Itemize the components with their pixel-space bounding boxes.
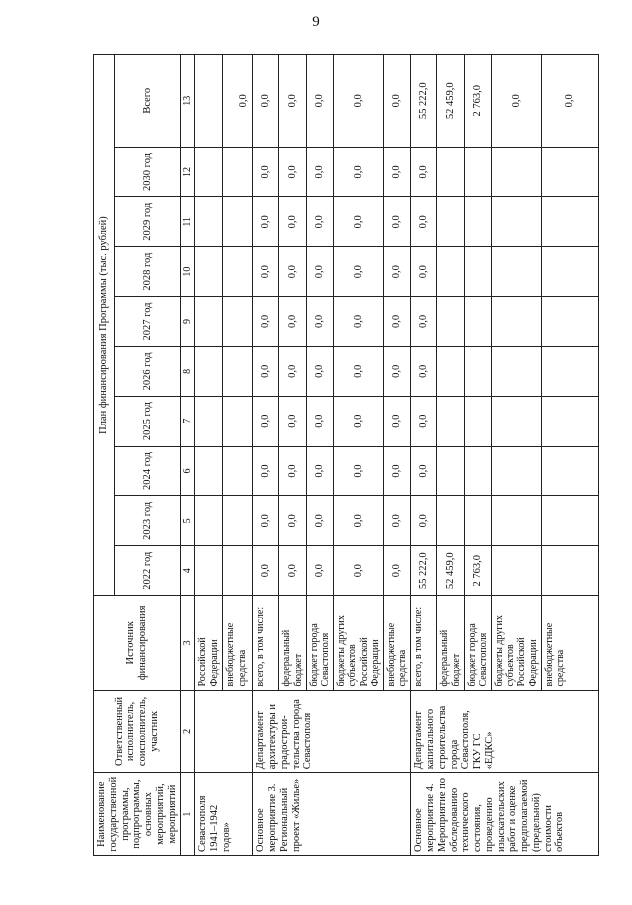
value-cell [195, 147, 223, 197]
value-cell [541, 297, 598, 347]
total-cell: 0,0 [383, 55, 410, 148]
value-cell [464, 346, 491, 396]
header-plan-title: План финансирования Программы (тыс. рублей) [94, 55, 115, 596]
column-number: 13 [181, 55, 195, 148]
value-cell [195, 446, 223, 496]
value-cell [464, 147, 491, 197]
value-cell: 0,0 [383, 147, 410, 197]
column-number: 8 [181, 346, 195, 396]
value-cell: 0,0 [253, 496, 279, 546]
value-cell [437, 297, 464, 347]
value-cell: 0,0 [306, 496, 333, 546]
value-cell [195, 346, 223, 396]
value-cell [195, 496, 223, 546]
value-cell [223, 396, 253, 446]
value-cell: 0,0 [383, 546, 410, 596]
value-cell: 2 763,0 [464, 546, 491, 596]
header-year: 2026 год [115, 346, 181, 396]
value-cell: 0,0 [383, 247, 410, 297]
column-number-row [181, 55, 195, 856]
value-cell [437, 247, 464, 297]
value-cell [464, 247, 491, 297]
value-cell: 0,0 [411, 197, 437, 247]
value-cell [541, 396, 598, 446]
value-cell [541, 496, 598, 546]
value-cell [437, 197, 464, 247]
value-cell: 0,0 [306, 346, 333, 396]
value-cell: 0,0 [334, 147, 384, 197]
value-cell: 0,0 [279, 197, 306, 247]
value-cell: 0,0 [383, 496, 410, 546]
value-cell: 0,0 [253, 247, 279, 297]
value-cell: 0,0 [411, 496, 437, 546]
value-cell [492, 496, 542, 546]
value-cell [223, 446, 253, 496]
program-executor: Департамент капитального строительства города Севастополя, ГКУ ГС «ЕДКС» [411, 690, 599, 773]
value-cell: 0,0 [383, 446, 410, 496]
value-cell: 0,0 [334, 346, 384, 396]
header-total: Всего [115, 55, 181, 148]
financing-source: бюджеты других субъектов Российской Федерации [492, 596, 542, 690]
value-cell: 0,0 [279, 247, 306, 297]
value-cell [464, 197, 491, 247]
financing-table-rotated [93, 54, 598, 856]
program-name: Севастополя 1941–1942 годов» [195, 773, 253, 856]
column-number: 1 [181, 773, 195, 856]
value-cell: 0,0 [253, 147, 279, 197]
header-year: 2029 год [115, 197, 181, 247]
value-cell [492, 546, 542, 596]
value-cell: 0,0 [279, 147, 306, 197]
value-cell [195, 546, 223, 596]
value-cell [437, 147, 464, 197]
value-cell: 0,0 [253, 396, 279, 446]
column-number: 7 [181, 396, 195, 446]
value-cell [437, 446, 464, 496]
financing-source: бюджет города Севастополя [306, 596, 333, 690]
value-cell: 0,0 [253, 546, 279, 596]
value-cell: 0,0 [411, 297, 437, 347]
header-year: 2024 год [115, 446, 181, 496]
value-cell: 0,0 [383, 197, 410, 247]
value-cell: 0,0 [279, 346, 306, 396]
value-cell [437, 346, 464, 396]
value-cell: 0,0 [383, 396, 410, 446]
program-executor [195, 690, 253, 773]
column-number: 9 [181, 297, 195, 347]
value-cell: 0,0 [411, 147, 437, 197]
financing-source: бюджеты других субъектов Российской Федерации [334, 596, 384, 690]
financing-source: бюджет города Севастополя [464, 596, 491, 690]
column-number: 2 [181, 690, 195, 773]
value-cell [541, 247, 598, 297]
value-cell: 0,0 [279, 496, 306, 546]
header-year: 2023 год [115, 496, 181, 546]
value-cell [223, 496, 253, 546]
financing-source: внебюджетные средства [541, 596, 598, 690]
header-year: 2027 год [115, 297, 181, 347]
value-cell: 0,0 [383, 297, 410, 347]
column-number: 11 [181, 197, 195, 247]
program-name: Основное мероприятие 3. Региональный проект «Жилье» [253, 773, 411, 856]
value-cell [492, 297, 542, 347]
value-cell: 0,0 [306, 546, 333, 596]
value-cell [223, 147, 253, 197]
value-cell: 0,0 [253, 197, 279, 247]
value-cell: 0,0 [306, 247, 333, 297]
value-cell [492, 197, 542, 247]
value-cell: 0,0 [306, 446, 333, 496]
value-cell: 0,0 [334, 396, 384, 446]
header-source: Источник финансирования [94, 596, 181, 690]
total-cell: 0,0 [253, 55, 279, 148]
value-cell: 0,0 [334, 446, 384, 496]
value-cell [541, 197, 598, 247]
financing-source: внебюджетные средства [223, 596, 253, 690]
column-number: 12 [181, 147, 195, 197]
value-cell: 0,0 [279, 446, 306, 496]
header-row-plan [94, 55, 115, 856]
value-cell [437, 396, 464, 446]
value-cell [223, 546, 253, 596]
value-cell [541, 346, 598, 396]
value-cell [541, 446, 598, 496]
financing-source: всего, в том числе: [253, 596, 279, 690]
program-executor: Департамент архитектуры и градострои-тельства города Севастополя [253, 690, 411, 773]
header-year: 2028 год [115, 247, 181, 297]
column-number: 6 [181, 446, 195, 496]
header-year: 2025 год [115, 396, 181, 446]
value-cell [492, 446, 542, 496]
financing-source: внебюджетные средства [383, 596, 410, 690]
financing-source: федеральный бюджет [279, 596, 306, 690]
financing-source: федеральный бюджет [437, 596, 464, 690]
table-row [411, 55, 437, 856]
total-cell [195, 55, 223, 148]
value-cell [541, 546, 598, 596]
column-number: 3 [181, 596, 195, 690]
value-cell [223, 197, 253, 247]
value-cell: 55 222,0 [411, 546, 437, 596]
total-cell: 0,0 [306, 55, 333, 148]
total-cell: 2 763,0 [464, 55, 491, 148]
value-cell: 0,0 [334, 197, 384, 247]
value-cell [464, 496, 491, 546]
column-number: 10 [181, 247, 195, 297]
value-cell [464, 297, 491, 347]
value-cell [195, 197, 223, 247]
value-cell: 52 459,0 [437, 546, 464, 596]
program-name: Основное мероприятие 4. Мероприятие по обследованию технического состояния, проведению изыскательских работ и оценке предполагаемой (предельной) стоимости объектов [411, 773, 599, 856]
value-cell: 0,0 [334, 297, 384, 347]
value-cell: 0,0 [279, 396, 306, 446]
value-cell [492, 147, 542, 197]
value-cell [464, 396, 491, 446]
value-cell [195, 247, 223, 297]
total-cell: 0,0 [492, 55, 542, 148]
value-cell: 0,0 [334, 546, 384, 596]
total-cell: 0,0 [223, 55, 253, 148]
total-cell: 0,0 [334, 55, 384, 148]
value-cell: 0,0 [306, 197, 333, 247]
header-year: 2030 год [115, 147, 181, 197]
value-cell: 0,0 [411, 446, 437, 496]
financing-source: всего, в том числе: [411, 596, 437, 690]
value-cell: 0,0 [306, 396, 333, 446]
value-cell: 0,0 [411, 247, 437, 297]
financing-table [93, 54, 599, 856]
value-cell: 0,0 [411, 346, 437, 396]
value-cell: 0,0 [306, 297, 333, 347]
table-row [195, 55, 223, 856]
total-cell: 0,0 [541, 55, 598, 148]
header-name: Наименование государственной программы, подпрограммы, основных мероприятий, мероприятий [94, 773, 181, 856]
value-cell: 0,0 [411, 396, 437, 446]
total-cell: 55 222,0 [411, 55, 437, 148]
value-cell [223, 346, 253, 396]
total-cell: 52 459,0 [437, 55, 464, 148]
header-executor: Ответственный исполнитель, соисполнитель, участник [94, 690, 181, 773]
value-cell [223, 297, 253, 347]
value-cell: 0,0 [253, 346, 279, 396]
value-cell [195, 396, 223, 446]
value-cell: 0,0 [334, 247, 384, 297]
value-cell: 0,0 [306, 147, 333, 197]
value-cell [195, 297, 223, 347]
value-cell: 0,0 [253, 297, 279, 347]
value-cell [223, 247, 253, 297]
column-number: 5 [181, 496, 195, 546]
financing-source: Российской Федерации [195, 596, 223, 690]
page-number: 9 [312, 14, 320, 30]
value-cell: 0,0 [383, 346, 410, 396]
total-cell: 0,0 [279, 55, 306, 148]
value-cell [492, 346, 542, 396]
header-year: 2022 год [115, 546, 181, 596]
value-cell: 0,0 [279, 297, 306, 347]
value-cell [492, 247, 542, 297]
value-cell: 0,0 [279, 546, 306, 596]
value-cell: 0,0 [253, 446, 279, 496]
value-cell [492, 396, 542, 446]
value-cell: 0,0 [334, 496, 384, 546]
column-number: 4 [181, 546, 195, 596]
value-cell [541, 147, 598, 197]
value-cell [437, 496, 464, 546]
value-cell [464, 446, 491, 496]
table-row [253, 55, 279, 856]
